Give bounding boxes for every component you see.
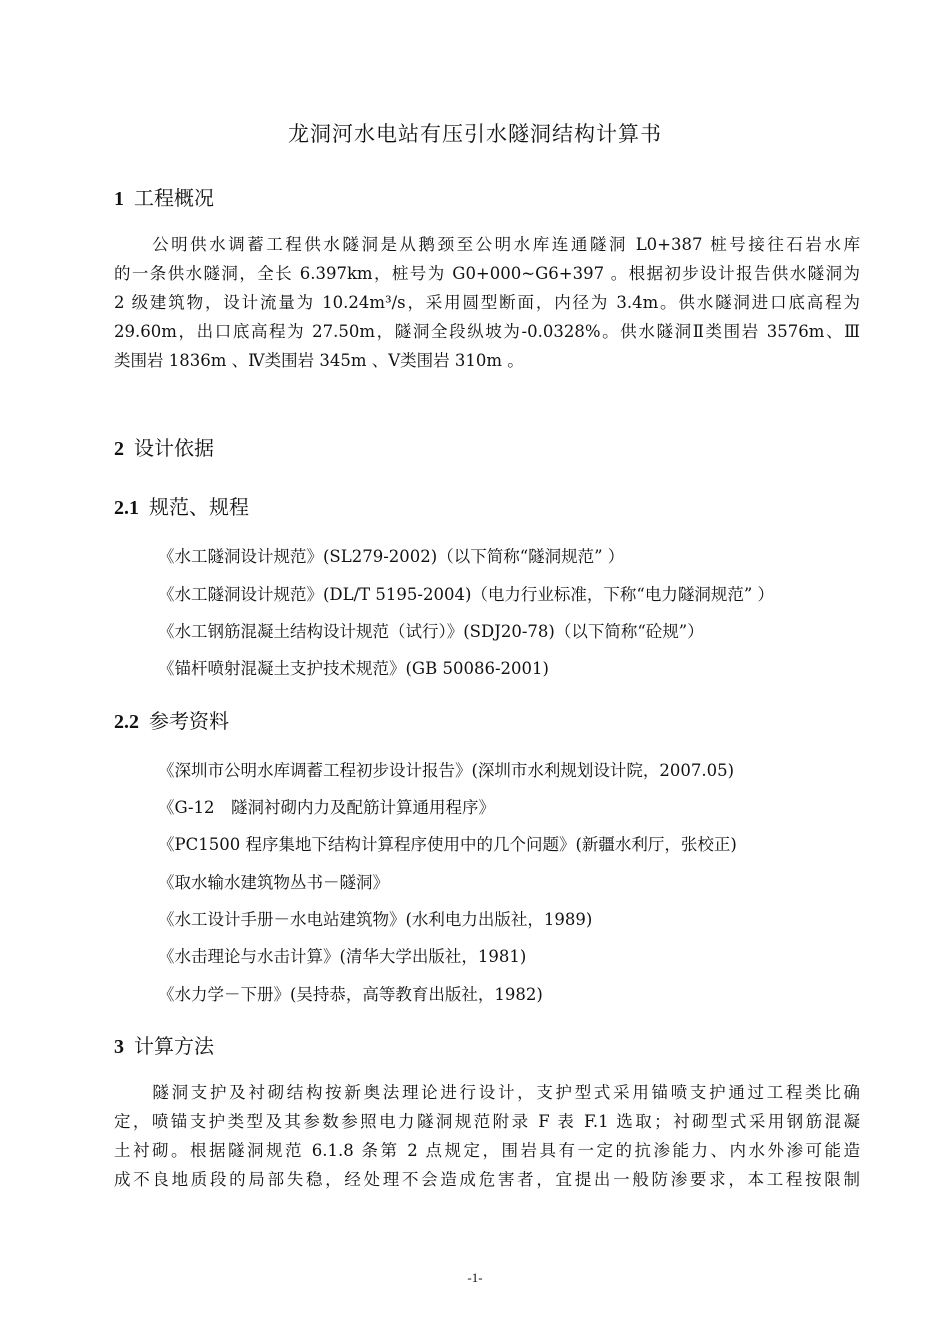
section-2-heading — [114, 432, 214, 461]
reference-item: 《取水输水建筑物丛书－隧洞》 — [158, 873, 389, 892]
paragraph-line: 2 级建筑物，设计流量为 10.24m³/s，采用圆型断面，内径为 3.4m。供水隧洞进口底高程为 — [114, 293, 860, 312]
section-3-heading — [114, 1030, 214, 1059]
paragraph-line: 类围岩 1836m 、Ⅳ类围岩 345m 、Ⅴ类围岩 310m 。 — [114, 351, 524, 370]
section-number: 2.2 — [114, 711, 139, 733]
reference-item: 《水工隧洞设计规范》(DL/T 5195-2004)（电力行业标准，下称“电力隧洞规范” ） — [158, 585, 775, 604]
paragraph-line: 定，喷锚支护类型及其参数参照电力隧洞规范附录 F 表 F.1 选取；衬砌型式采用钢筋混凝 — [114, 1112, 860, 1131]
section-title: 参考资料 — [149, 709, 229, 733]
reference-item: 《水工设计手册－水电站建筑物》(水利电力出版社，1989) — [158, 910, 593, 929]
section-title: 工程概况 — [134, 186, 214, 210]
paragraph-line: 的一条供水隧洞，全长 6.397km，桩号为 G0+000~G6+397 。根据初步设计报告供水隧洞为 — [114, 264, 860, 283]
section-title: 设计依据 — [134, 436, 214, 460]
section-3-paragraph — [114, 1078, 860, 1194]
paragraph-line: 公明供水调蓄工程供水隧洞是从鹅颈至公明水库连通隧洞 L0+387 桩号接往石岩水库 — [114, 235, 860, 254]
reference-item: 《水力学－下册》(吴持恭，高等教育出版社，1982) — [158, 985, 543, 1004]
reference-item: 《PC1500 程序集地下结构计算程序使用中的几个问题》(新疆水利厅，张校正) — [158, 835, 737, 854]
paragraph-line: 土衬砌。根据隧洞规范 6.1.8 条第 2 点规定，围岩具有一定的抗渗能力、内水外渗可能造 — [114, 1141, 860, 1160]
paragraph-line: 隧洞支护及衬砌结构按新奥法理论进行设计，支护型式采用锚喷支护通过工程类比确 — [114, 1083, 860, 1102]
section-1-paragraph — [114, 230, 860, 375]
reference-item: 《G-12 隧洞衬砌内力及配筋计算通用程序》 — [158, 798, 496, 817]
section-number: 2 — [114, 438, 124, 460]
section-1-heading — [114, 182, 214, 211]
section-title: 规范、规程 — [149, 495, 249, 519]
section-title: 计算方法 — [134, 1034, 214, 1058]
reference-item: 《水击理论与水击计算》(清华大学出版社，1981) — [158, 947, 527, 966]
document-title: 龙洞河水电站有压引水隧洞结构计算书 — [288, 122, 662, 146]
section-2-2-heading — [114, 705, 229, 734]
page-number: -1- — [467, 1270, 483, 1285]
section-number: 3 — [114, 1036, 124, 1058]
section-2-1-heading — [114, 491, 249, 520]
reference-item: 《锚杆喷射混凝土支护技术规范》(GB 50086-2001) — [158, 659, 549, 678]
reference-item: 《水工隧洞设计规范》(SL279-2002)（以下简称“隧洞规范” ） — [158, 547, 625, 566]
reference-item: 《深圳市公明水库调蓄工程初步设计报告》(深圳市水利规划设计院，2007.05) — [158, 761, 735, 780]
section-number: 2.1 — [114, 497, 139, 519]
section-number: 1 — [114, 188, 124, 210]
reference-item: 《水工钢筋混凝土结构设计规范（试行）》(SDJ20-78)（以下简称“砼规”） — [158, 622, 704, 641]
paragraph-line: 29.60m，出口底高程为 27.50m，隧洞全段纵坡为-0.0328%。供水隧洞Ⅱ类围岩 3576m、Ⅲ — [114, 322, 860, 341]
paragraph-line: 成不良地质段的局部失稳，经处理不会造成危害者，宜提出一般防渗要求，本工程按限制 — [114, 1170, 860, 1189]
